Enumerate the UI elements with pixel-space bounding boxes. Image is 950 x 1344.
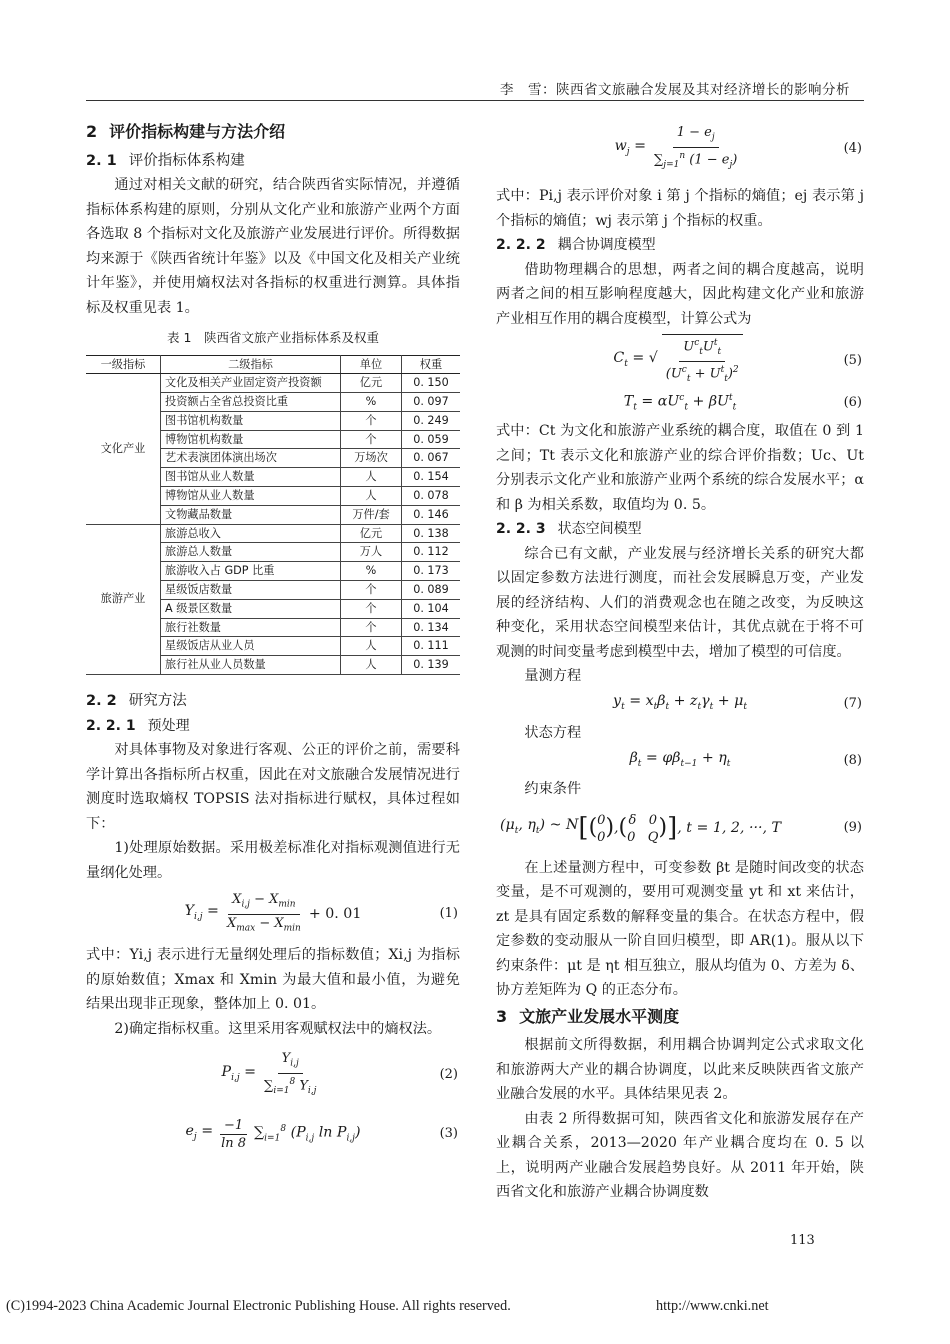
- table-cell: 个: [341, 618, 402, 637]
- table-cell: A 级景区数量: [161, 599, 341, 618]
- paragraph: 在上述量测方程中，可变参数 βt 是随时间改变的状态变量，是不可观测的，要用可观测变量 yt 和 xt 来估计，zt 是具有固定系数的解释变量的集合。在状态方程中，假定参数的变动服从一阶自回归模型，即 AR(1)。服从以下约束条件：μt 是 ηt 相互独立，服从均值为 0、方差为 δ、协方差矩阵为 Q 的正态分布。: [496, 859, 864, 998]
- table-cell: 旅游收入占 GDP 比重: [161, 562, 341, 581]
- table-cell: 0. 112: [402, 543, 461, 562]
- table-cell: 文物藏品数量: [161, 505, 341, 524]
- table-cell: 0. 134: [402, 618, 461, 637]
- table-row: [86, 524, 460, 543]
- label-measurement-equation: 量测方程: [524, 668, 582, 684]
- table-cell: 0. 111: [402, 637, 461, 656]
- section-2-2-2-heading: [496, 233, 864, 258]
- section-2-heading: [86, 120, 460, 145]
- copyright-text: (C)1994-2023 China Academic Journal Electronic Publishing House. All rights reserved.: [6, 1298, 511, 1314]
- equation-number: (7): [843, 696, 862, 712]
- table-cell: 0. 139: [402, 656, 461, 675]
- section-title: 状态空间模型: [557, 521, 642, 537]
- equation-6: $T_t = \alpha U^c_t + \beta U^t_t$ (6): [496, 391, 864, 415]
- right-column: [496, 118, 864, 1205]
- table-cell: 0. 138: [402, 524, 461, 543]
- table-group-cell: 文化产业: [86, 374, 161, 524]
- equation-8: $\beta_t = \varphi\beta_{t-1} + \eta_t$ (8): [496, 749, 864, 773]
- table-cell: %: [341, 562, 402, 581]
- section-title: 研究方法: [128, 693, 187, 710]
- table-header-cell: 单位: [341, 355, 402, 374]
- paragraph: 由表 2 所得数据可知，陕西省文化和旅游发展存在产业耦合关系，2013—2020 年产业耦合度均在 0. 5 以上，说明两产业融合发展趋势良好。从 2011 年开始，陕西省文化和旅游产业耦合协调度数: [496, 1110, 864, 1200]
- left-column: [86, 118, 460, 1163]
- table-cell: 0. 104: [402, 599, 461, 618]
- header-rule: [86, 100, 864, 101]
- equation-9: ($\mu_t$, $\eta_t$) ~ N [ ( 0 0 ) , ( δ 0 0 Q ) ] , t = 1, 2, ···, T (9): [500, 812, 862, 845]
- cnki-url[interactable]: http://www.cnki.net: [656, 1298, 769, 1314]
- copyright-line: [6, 1298, 946, 1315]
- table-cell: 文化及相关产业固定资产投资额: [161, 374, 341, 393]
- table-row: [86, 374, 460, 393]
- paragraph: 根据前文所得数据，利用耦合协调判定公式求取文化和旅游两大产业的耦合协调度，以此来反映陕西省文旅产业融合发展的水平。具体结果见表 2。: [496, 1037, 864, 1102]
- table-group-cell: 旅游产业: [86, 524, 161, 674]
- table-cell: 0. 089: [402, 581, 461, 600]
- paragraph: 综合已有文献，产业发展与经济增长关系的研究大都以固定参数方法进行测度，而社会发展瞬息万变，产业发展的经济结构、人们的消费观念也在随之改变，为反映这种变化，采用状态空间模型来估计，其优点就在于将不可观测的时间变量考虑到模型中去，增加了模型的可信度。: [496, 545, 864, 660]
- table-cell: 个: [341, 430, 402, 449]
- section-title: 文旅产业发展水平测度: [519, 1006, 680, 1026]
- table-cell: 博物馆从业人数量: [161, 487, 341, 506]
- equation-number: (9): [843, 820, 862, 836]
- table-cell: 亿元: [341, 374, 402, 393]
- section-number: 2. 2: [86, 693, 117, 710]
- table-cell: 人: [341, 637, 402, 656]
- paragraph: 通过对相关文献的研究，结合陕西省实际情况，并遵循指标体系构建的原则，分别从文化产业和旅游产业两个方面各选取 8 个指标对文化及旅游产业发展进行评价。所得数据均来源于《陕西省统计年鉴》以及《中国文化及相关产业统计年鉴》，并使用熵权法对各指标的权重进行测算。具体指标及权重见表 1。: [86, 177, 460, 316]
- table-cell: %: [341, 393, 402, 412]
- section-3-heading: [496, 1005, 864, 1030]
- section-2-2-1-heading: [86, 714, 460, 739]
- table-cell: 个: [341, 411, 402, 430]
- section-number: 3: [496, 1006, 508, 1026]
- table-cell: 0. 059: [402, 430, 461, 449]
- paragraph: 2)确定指标权重。这里采用客观赋权法中的熵权法。: [114, 1020, 442, 1037]
- paragraph: 对具体事物及对象进行客观、公正的评价之前，需要科学计算出各指标所占权重，因此在对文旅融合发展情况进行测度时选取熵权 TOPSIS 法对指标进行赋权，具体过程如下：: [86, 742, 460, 832]
- table-cell: 0. 067: [402, 449, 461, 468]
- table-cell: 0. 249: [402, 411, 461, 430]
- table-header-cell: 二级指标: [161, 355, 341, 374]
- equation-7: $y_t = x_t\beta_t + z_t\gamma_t + \mu_t$ (7): [496, 693, 864, 717]
- table-cell: 亿元: [341, 524, 402, 543]
- equation-number: (8): [843, 752, 862, 768]
- equation-number: (3): [439, 1125, 458, 1141]
- table-cell: 万件/套: [341, 505, 402, 524]
- section-title: 评价指标构建与方法介绍: [109, 122, 286, 141]
- paragraph: 借助物理耦合的思想，两者之间的耦合度越高，说明两者之间的相互影响程度越大，因此构建文化产业和旅游产业相互作用的耦合度模型，计算公式为: [496, 261, 864, 327]
- section-number: 2. 2. 1: [86, 717, 136, 734]
- section-title: 预处理: [147, 717, 190, 734]
- section-2-1-heading: [86, 149, 460, 174]
- label-constraints: 约束条件: [524, 781, 582, 797]
- page-number: 113: [790, 1233, 815, 1248]
- paragraph: 式中：Ct 为文化和旅游产业系统的耦合度，取值在 0 到 1 之间；Tt 表示文化和旅游产业的综合评价指数；Uc、Ut 分别表示文化产业和旅游产业两个系统的综合发展水平；α 和 β 为相关系数，取值均为 0. 5。: [496, 423, 864, 513]
- equation-number: (2): [439, 1066, 458, 1082]
- equation-3: $e_j$ = $\frac{-1}{\ln 8}$ $\sum_{i=1}^8$ ($P_{i,j}$ $\ln P_{i,j}$) (3): [185, 1117, 458, 1151]
- table-cell: 星级饭店从业人员: [161, 637, 341, 656]
- table-cell: 0. 078: [402, 487, 461, 506]
- paragraph: 1)处理原始数据。采用极差标准化对指标观测值进行无量纲化处理。: [86, 840, 460, 881]
- table-cell: 0. 150: [402, 374, 461, 393]
- equation-4: $w_j$ = $\frac{1 - e_j}{\sum_{j=1}^n (1 - e_j)}$ (4): [614, 125, 862, 170]
- table-cell: 博物馆机构数量: [161, 430, 341, 449]
- section-number: 2. 2. 2: [496, 237, 546, 253]
- table-header-cell: 一级指标: [86, 355, 161, 374]
- equation-5: $C_t$ = √ $\frac{U^c_tU^t_t}{(U^c_t + U^t_t)^2}$ (5): [496, 335, 864, 387]
- equation-tail: , t = 1, 2, ···, T: [677, 820, 781, 837]
- indicator-table: [86, 355, 460, 676]
- label-state-equation: 状态方程: [524, 724, 582, 741]
- equation-1: $Y_{i,j}$ = $\frac{X_{i,j} - X_{min}}{X_{max} - X_{min}}$ + 0. 01 (1): [184, 891, 458, 934]
- section-number: 2: [86, 122, 98, 141]
- table-header-cell: 权重: [402, 355, 461, 374]
- table-cell: 旅游总收入: [161, 524, 341, 543]
- running-header: 李 雪：陕西省文旅融合发展及其对经济增长的影响分析: [500, 82, 850, 98]
- table-cell: 0. 173: [402, 562, 461, 581]
- section-2-2-heading: [86, 689, 460, 714]
- table-cell: 万人: [341, 543, 402, 562]
- table-cell: 0. 146: [402, 505, 461, 524]
- section-number: 2. 1: [86, 152, 117, 169]
- table-cell: 个: [341, 581, 402, 600]
- table-cell: 图书馆从业人数量: [161, 468, 341, 487]
- table-cell: 万场次: [341, 449, 402, 468]
- paragraph: 式中：Pi,j 表示评价对象 i 第 j 个指标的熵值；ej 表示第 j 个指标的熵值；wj 表示第 j 个指标的权重。: [496, 188, 864, 229]
- table-cell: 投资额占全省总投资比重: [161, 393, 341, 412]
- table-cell: 星级饭店数量: [161, 581, 341, 600]
- equation-number: (1): [439, 905, 458, 921]
- section-title: 耦合协调度模型: [557, 237, 656, 253]
- table-cell: 0. 154: [402, 468, 461, 487]
- equation-number: (5): [843, 352, 862, 368]
- equation-2: $P_{i,j}$ = $\frac{Y_{i,j}}{\sum_{i=1}^8 Y_{i,j}}$ (2): [221, 1051, 458, 1096]
- section-2-2-3-heading: [496, 517, 864, 542]
- equation-number: (6): [843, 394, 862, 410]
- section-title: 评价指标体系构建: [128, 152, 245, 169]
- table-cell: 0. 097: [402, 393, 461, 412]
- table-cell: 旅行社数量: [161, 618, 341, 637]
- table-cell: 个: [341, 599, 402, 618]
- table-caption: 表 1 陕西省文旅产业指标体系及权重: [167, 330, 379, 345]
- table-cell: 艺术表演团体演出场次: [161, 449, 341, 468]
- table-cell: 人: [341, 487, 402, 506]
- table-cell: 人: [341, 656, 402, 675]
- equation-number: (4): [843, 140, 862, 156]
- table-cell: 图书馆机构数量: [161, 411, 341, 430]
- paragraph: 式中：Yi,j 表示进行无量纲处理后的指标数值；Xi,j 为指标的原始数值；Xmax 和 Xmin 为最大值和最小值，为避免结果出现非正现象，整体加上 0. 01。: [86, 947, 460, 1013]
- table-cell: 旅游总人数量: [161, 543, 341, 562]
- table-cell: 人: [341, 468, 402, 487]
- section-number: 2. 2. 3: [496, 521, 546, 537]
- table-cell: 旅行社从业人员数量: [161, 656, 341, 675]
